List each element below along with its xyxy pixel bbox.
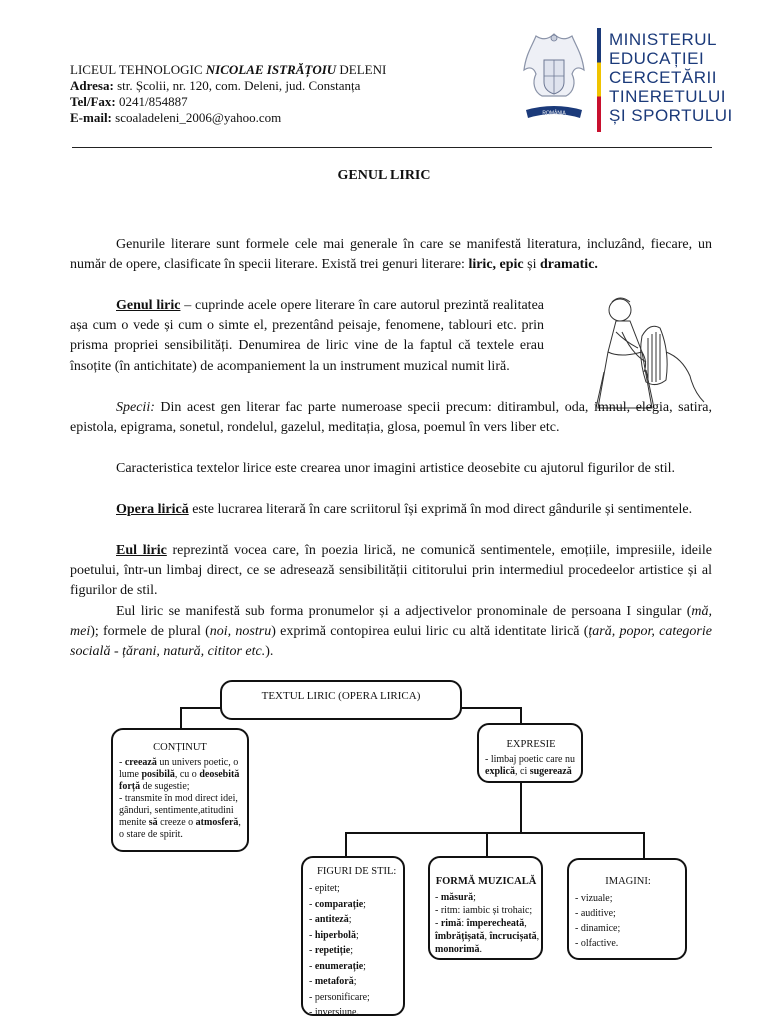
forma-line: - rimă: împerecheată, — [435, 918, 527, 929]
continut-line: - creează un univers poetic, o — [119, 757, 239, 768]
header-divider — [72, 147, 712, 148]
ministry-logo-text: MINISTERUL EDUCAȚIEI CERCETĂRII TINERETULUI ȘI SPORTULUI — [609, 30, 733, 125]
connector-line — [460, 707, 522, 709]
continut-title: CONȚINUT — [153, 742, 207, 753]
connector-line — [520, 707, 522, 723]
continut-lines — [119, 757, 241, 841]
imagini-item: - dinamice; — [575, 923, 621, 934]
connector-line — [643, 832, 645, 860]
figuri-item: - metaforă; — [309, 976, 357, 987]
continut-line: gânduri, sentimente,atitudini — [119, 805, 234, 816]
figuri-item: - personificare; — [309, 991, 370, 1003]
continut-line: o stare de spirit. — [119, 829, 183, 840]
diagram-forma-box — [428, 856, 543, 960]
romania-coat-of-arms-icon — [520, 26, 588, 126]
paragraph-genul-liric: Genul liric – cuprinde acele opere literare în care autorul prezintă realitatea așa cum o vede și cum o simte el, prezentând peisaje, fenomene, tablouri etc. prin prisma propriei sensibilități. Denumirea de liric vine de la faptul că textele erau însoțite (în antichitate) de acompaniement la un instrument muzical numit liră. — [70, 298, 544, 374]
expresie-title: EXPRESIE — [506, 739, 556, 750]
forma-line: - măsură; — [435, 892, 476, 903]
imagini-item: - auditive; — [575, 908, 616, 919]
continut-line: forță de sugestie; — [119, 781, 190, 792]
forma-lines — [435, 891, 540, 956]
lyre-player-illustration-icon — [586, 292, 718, 410]
forma-line: monorimă. — [435, 944, 482, 955]
expresie-lines — [485, 754, 577, 778]
diagram-figuri-box — [301, 856, 405, 1016]
paragraph-eul-liric-forme: Eul liric se manifestă sub forma pronumelor și a adjectivelor pronominale de persoana I singular (mă, mei); formele de plural (noi, nostru) exprimă contopirea eului liric cu altă identitate lirică (țară, popor, categorie socială - țărani, natură, cititor etc.). — [70, 604, 712, 660]
diagram-expresie-box — [477, 723, 583, 783]
figuri-title: FIGURI DE STIL: — [317, 866, 397, 877]
expresie-line: - limbaj poetic care nu — [485, 754, 575, 765]
figuri-item: - repetiție; — [309, 945, 353, 956]
school-address: Adresa: str. Școlii, nr. 120, com. Deleni, jud. Constanța — [70, 78, 361, 93]
diagram-continut-box — [111, 728, 249, 852]
continut-line: - transmite în mod direct idei, — [119, 793, 238, 804]
school-phone: Tel/Fax: 0241/854887 — [70, 94, 188, 109]
figuri-item: - inversiune. — [309, 1007, 359, 1018]
crest-banner-text: ROMÂNIA — [542, 110, 566, 117]
continut-line: menite să creeze o atmosferă, — [119, 817, 241, 828]
paragraph-eul-liric: Eul liric reprezintă vocea care, în poezia lirică, ne comunică sentimentele, emoțiile, impresiile, ideile poetului, într-un limbaj direct, ce se adresează sensibilității cititorului prin intermediul procedeelor artistice și al figurilor de stil. — [70, 543, 712, 599]
figuri-item: - antiteză; — [309, 914, 352, 925]
expresie-line: explică, ci sugerează — [485, 766, 572, 777]
connector-line — [180, 707, 222, 709]
imagini-lines — [575, 891, 681, 951]
figuri-item: - enumerație; — [309, 960, 366, 972]
paragraph-specii: Specii: Din acest gen literar fac parte numeroase specii precum: ditirambul, oda, imnul, elegia, satira, epistola, epigrama, sonetul, rondelul, gazelul, meditația, glosa, poemul în vers liber etc. — [70, 400, 712, 436]
figuri-item: - comparație; — [309, 898, 366, 910]
flag-stripe — [597, 28, 601, 132]
page-title: GENUL LIRIC — [337, 168, 431, 183]
imagini-item: - vizuale; — [575, 893, 613, 904]
diagram-root-box: TEXTUL LIRIC (OPERA LIRICA) — [220, 680, 462, 720]
paragraph-intro: Genurile literare sunt formele cele mai generale în care se manifestă literatura, incluzând, fiecare, un număr de opere, clasificate în specii literare. Există trei genuri literare: liric, epic și dramatic. — [70, 237, 712, 273]
connector-line — [520, 782, 522, 834]
connector-line — [345, 832, 645, 834]
imagini-item: - olfactive. — [575, 938, 619, 949]
forma-line: îmbrățișată, încrucișată, — [435, 931, 540, 942]
forma-line: - ritm: iambic și trohaic; — [435, 905, 533, 916]
figuri-item: - hiperbolă; — [309, 929, 359, 941]
figuri-lines — [309, 881, 399, 1021]
forma-title: FORMĂ MUZICALĂ — [435, 876, 537, 887]
school-name: LICEUL TEHNOLOGIC NICOLAE ISTRĂȚOIU DELENI — [70, 62, 387, 77]
connector-line — [345, 832, 347, 858]
diagram-imagini-box — [567, 858, 687, 960]
continut-line: lume posibilă, cu o deosebită — [119, 769, 240, 780]
paragraph-opera-lirica: Opera lirică este lucrarea literară în care scriitorul își exprimă în mod direct gândurile și sentimentele. — [116, 502, 693, 517]
imagini-title: IMAGINI: — [605, 876, 651, 887]
paragraph-caracteristica: Caracteristica textelor lirice este crearea unor imagini artistice deosebite cu ajutorul figurilor de stil. — [116, 461, 675, 476]
school-email: E-mail: scoaladeleni_2006@yahoo.com — [70, 110, 282, 125]
connector-line — [486, 832, 488, 858]
figuri-item: - epitet; — [309, 883, 340, 894]
